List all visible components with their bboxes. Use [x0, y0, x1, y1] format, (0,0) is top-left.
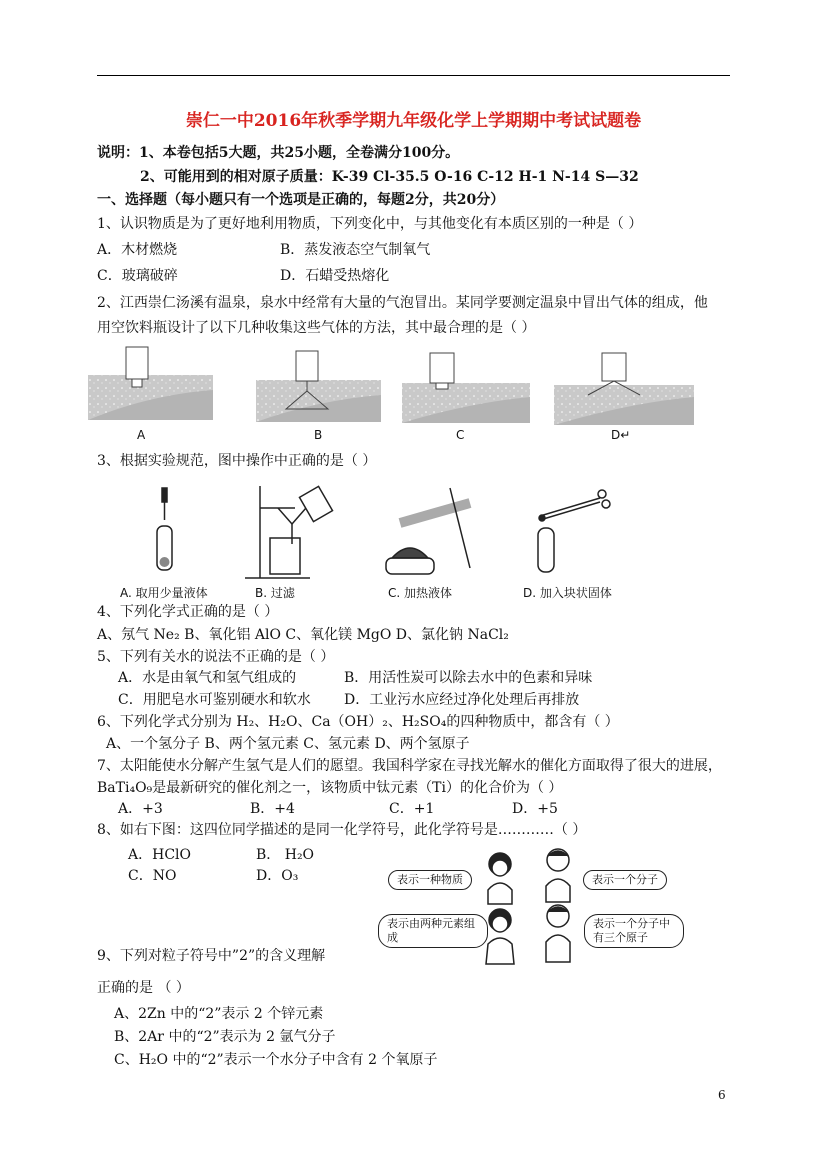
q8-stem: 8、如右下图：这四位同学描述的是同一化学符号，此化学符号是…………（ ） [97, 822, 587, 838]
q5-option-a: A．水是由氧气和氢气组成的 [118, 670, 297, 686]
q3-caption-a: A. 取用少量液体 [120, 586, 208, 600]
q9-stem-2: 正确的是 （ ） [97, 980, 190, 996]
q2-setup-c [402, 353, 530, 423]
q7-option-c: C．+1 [389, 801, 435, 817]
student-4 [546, 905, 570, 962]
q8-bubble-1: 表示一种物质 [388, 870, 472, 890]
section-heading: 一、选择题（每小题只有一个选项是正确的，每题2分，共20分） [97, 192, 505, 208]
q2-stem-1: 2、江西崇仁汤溪有温泉，泉水中经常有大量的气泡冒出。某同学要测定温泉中冒出气体的组成，他 [97, 295, 708, 311]
q7-stem-1: 7、太阳能使水分解产生氢气是人们的愿望。我国科学家在寻找光解水的催化方面取得了很大的进展， [97, 758, 722, 774]
q6-stem: 6、下列化学式分别为 H₂、H₂O、Ca（OH）₂、H₂SO₄的四种物质中，都含有（ ） [97, 714, 619, 730]
q8-students-figure [478, 846, 698, 971]
q3-stem: 3、根据实验规范，图中操作中正确的是（ ） [97, 453, 377, 469]
q9-option-c: C、H₂O 中的“2”表示一个水分子中含有 2 个氧原子 [114, 1052, 438, 1068]
q3-filtration [245, 486, 333, 578]
q2-label-b: B [314, 428, 323, 442]
q3-caption-b: B. 过滤 [255, 586, 295, 600]
q2-label-d: D↵ [611, 428, 631, 442]
q8-option-d: D．O₃ [256, 868, 299, 884]
q3-tweezers-tube [538, 490, 610, 572]
q8-option-b: B． H₂O [256, 847, 315, 863]
q3-figure [110, 478, 670, 583]
q1-option-b: B．蒸发液态空气制氧气 [280, 242, 431, 258]
q9-option-a: A、2Zn 中的“2”表示 2 个锌元素 [114, 1006, 324, 1022]
q5-option-b: B．用活性炭可以除去水中的色素和异味 [344, 670, 593, 686]
notes-line-1: 说明：1、本卷包括5大题，共25小题，全卷满分100分。 [97, 145, 460, 161]
student-1 [488, 853, 512, 904]
q5-option-d: D．工业污水应经过净化处理后再排放 [344, 692, 580, 708]
header-rule [97, 75, 730, 76]
q7-stem-2: BaTi₄O₉是最新研究的催化剂之一，该物质中钛元素（Ti）的化合价为（ ） [97, 780, 563, 796]
q1-option-d: D．石蜡受热熔化 [280, 268, 390, 284]
q4-stem: 4、下列化学式正确的是（ ） [97, 604, 279, 620]
q8-bubble-4: 表示一个分子中有三个原子 [584, 914, 684, 948]
q4-options: A、氖气 Ne₂ B、氧化铝 AlO C、氧化镁 MgO D、氯化钠 NaCl₂ [97, 627, 509, 643]
student-3 [486, 909, 514, 964]
q8-option-a: A．HClO [128, 847, 191, 863]
q5-option-c: C．用肥皂水可鉴别硬水和软水 [118, 692, 311, 708]
q1-option-a: A．木材燃烧 [97, 242, 178, 258]
q8-option-c: C．NO [128, 868, 177, 884]
q3-caption-d: D. 加入块状固体 [523, 586, 612, 600]
q2-stem-2: 用空饮料瓶设计了以下几种收集这些气体的方法，其中最合理的是（ ） [97, 320, 536, 336]
q7-option-b: B．+4 [250, 801, 295, 817]
q2-setup-a [88, 347, 213, 420]
q2-label-a: A [137, 428, 146, 442]
q1-stem: 1、认识物质是为了更好地利用物质，下列变化中，与其他变化有本质区别的一种是（ ） [97, 216, 643, 232]
q7-option-a: A．+3 [118, 801, 163, 817]
q6-options: A、一个氢分子 B、两个氢元素 C、氢元素 D、两个氢原子 [106, 736, 470, 752]
q8-bubble-3: 表示由两种元素组成 [378, 914, 488, 948]
q3-caption-c: C. 加热液体 [388, 586, 453, 600]
q2-setup-b [256, 351, 381, 422]
notes-line-2: 2、可能用到的相对原子质量：K-39 Cl-35.5 O-16 C-12 H-1 N-14 S—32 [140, 169, 639, 185]
q2-setup-d [554, 353, 694, 425]
q3-heating [386, 488, 470, 574]
q9-stem-1: 9、下列对粒子符号中”2”的含义理解 [97, 948, 326, 964]
q1-option-c: C．玻璃破碎 [97, 268, 178, 284]
page-number: 6 [718, 1088, 726, 1102]
student-2 [546, 849, 570, 902]
q5-stem: 5、下列有关水的说法不正确的是（ ） [97, 649, 335, 665]
q2-label-c: C [456, 428, 465, 442]
q8-bubble-2: 表示一个分子 [583, 870, 667, 890]
q9-option-b: B、2Ar 中的“2”表示为 2 氩气分子 [114, 1029, 336, 1045]
q7-option-d: D．+5 [512, 801, 558, 817]
q3-dropper-tube [157, 488, 172, 570]
exam-title: 崇仁一中2016年秋季学期九年级化学上学期期中考试试题卷 [185, 111, 642, 131]
